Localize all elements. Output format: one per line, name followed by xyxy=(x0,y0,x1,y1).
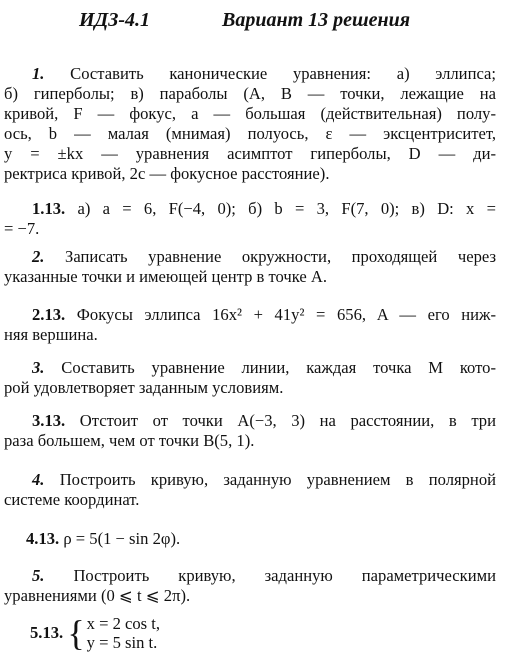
task3-number: 3. xyxy=(32,358,45,377)
page-header xyxy=(0,5,518,35)
variant-2-13-text: Фокусы эллипса 16x² + 41y² = 656, A — его ниж- xyxy=(76,305,496,324)
variant-1-13-text: а) a = 6, F(−4, 0); б) b = 3, F(7, 0); в) D: x = xyxy=(77,199,496,218)
equation-y: y = 5 sin t. xyxy=(86,633,158,652)
variant-1-13 xyxy=(4,199,496,239)
variant-1-13-line: = −7. xyxy=(4,219,40,238)
equation-x: x = 2 cos t, xyxy=(86,614,161,633)
task4-number: 4. xyxy=(32,470,45,489)
task3-description xyxy=(4,358,496,398)
task4-description xyxy=(4,470,496,510)
task5-line xyxy=(4,566,496,586)
variant-5-13 xyxy=(4,614,496,652)
task1-description xyxy=(4,64,496,184)
task5-line: уравнениями (0 ⩽ t ⩽ 2π). xyxy=(4,586,191,605)
variant-1-13-line xyxy=(4,199,496,219)
task2-description xyxy=(4,247,496,287)
task5-text: Построить кривую, заданную параметрическими xyxy=(73,566,496,585)
task2-line xyxy=(4,247,496,267)
variant-3-13-text: Отстоит от точки A(−3, 3) на расстоянии, в три xyxy=(79,411,496,430)
variant-3-13-line: раза большем, чем от точки B(5, 1). xyxy=(4,431,255,450)
variant-4-13-line xyxy=(4,529,496,549)
task1-number: 1. xyxy=(32,64,45,83)
task1-line: б) гиперболы; в) параболы (A, B — точки, лежащие на xyxy=(4,84,496,103)
task1-line: кривой, F — фокус, a — большая (действительная) полу- xyxy=(4,104,496,123)
variant-5-13-number: 5.13. xyxy=(30,623,64,642)
variant-3-13-number: 3.13. xyxy=(32,411,66,430)
task1-text: Составить канонические уравнения: а) эллипса; xyxy=(70,64,496,83)
task4-line: системе координат. xyxy=(4,490,140,509)
task2-line: указанные точки и имеющей центр в точке A. xyxy=(4,267,328,286)
header-left: ИДЗ-4.1 xyxy=(79,9,151,31)
variant-3-13 xyxy=(4,411,496,451)
task4-text: Построить кривую, заданную уравнением в полярной xyxy=(59,470,496,489)
task1-line: ось, b — малая (мнимая) полуось, ε — эксцентриситет, xyxy=(4,124,496,143)
variant-4-13-number: 4.13. xyxy=(26,529,60,548)
task2-text: Записать уравнение окружности, проходящей через xyxy=(65,247,496,266)
task1-line: y = ±kx — уравнения асимптот гиперболы, D — ди- xyxy=(4,144,496,163)
task1-line: ректриса кривой, 2c — фокусное расстояние). xyxy=(4,164,330,183)
variant-2-13 xyxy=(4,305,496,345)
header-right: Вариант 13 решения xyxy=(222,9,411,31)
system-brace: { xyxy=(67,614,85,652)
variant-2-13-number: 2.13. xyxy=(32,305,66,324)
variant-5-13-line xyxy=(4,614,496,652)
variant-4-13 xyxy=(4,529,496,549)
variant-4-13-text: ρ = 5(1 − sin 2φ). xyxy=(63,529,181,548)
equation-system xyxy=(87,614,160,652)
variant-2-13-line: няя вершина. xyxy=(4,325,98,344)
task2-number: 2. xyxy=(32,247,45,266)
variant-2-13-line xyxy=(4,305,496,325)
task3-text: Составить уравнение линии, каждая точка M кото- xyxy=(61,358,496,377)
task3-line xyxy=(4,358,496,378)
variant-3-13-line xyxy=(4,411,496,431)
task3-line: рой удовлетворяет заданным условиям. xyxy=(4,378,284,397)
task4-line xyxy=(4,470,496,490)
task5-description xyxy=(4,566,496,606)
task5-number: 5. xyxy=(32,566,45,585)
variant-1-13-number: 1.13. xyxy=(32,199,66,218)
task1-line xyxy=(4,64,496,84)
